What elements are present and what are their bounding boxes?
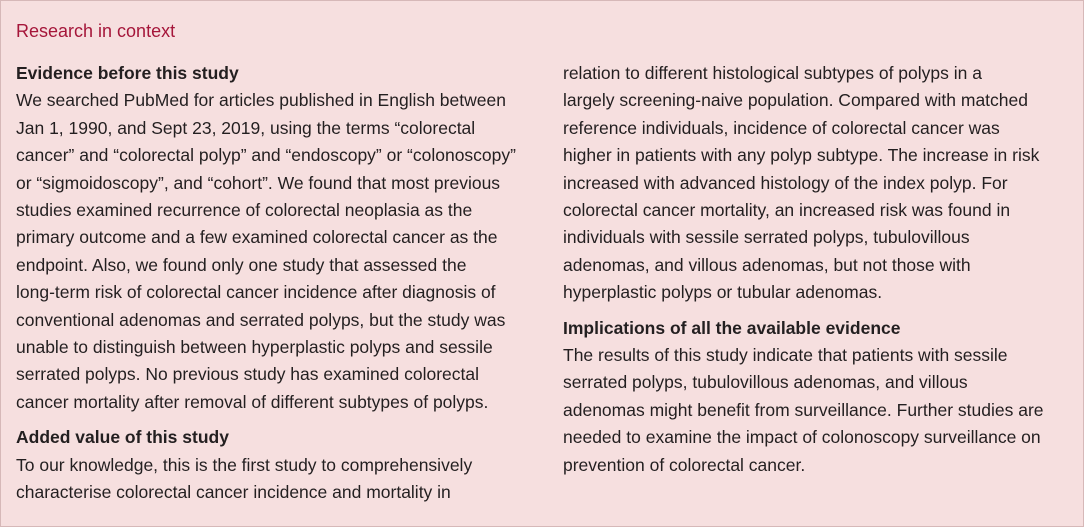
- evidence-section: [16, 60, 546, 416]
- text-line: Jan 1, 1990, and Sept 23, 2019, using the terms “colorectal: [16, 117, 476, 138]
- text-line: The results of this study indicate that patients with sessile: [563, 345, 1008, 366]
- text-line: To our knowledge, this is the first study to comprehensively: [16, 454, 473, 475]
- implications-section: [563, 315, 1078, 479]
- box-title: Research in context: [16, 21, 176, 41]
- text-line: serrated polyps, tubulovillous adenomas, and villous: [563, 372, 968, 393]
- text-line: endpoint. Also, we found only one study that assessed the: [16, 254, 467, 275]
- evidence-heading: Evidence before this study: [16, 63, 239, 83]
- text-line: or “sigmoidoscopy”, and “cohort”. We found that most previous: [16, 172, 501, 193]
- text-line: needed to examine the impact of colonoscopy surveillance on: [563, 427, 1041, 448]
- text-line: colorectal cancer mortality, an increased risk was found in: [563, 200, 1011, 221]
- text-line: individuals with sessile serrated polyps, tubulovillous: [563, 227, 970, 248]
- added-value-section: [16, 424, 546, 506]
- text-line: unable to distinguish between hyperplastic polyps and sessile: [16, 337, 493, 358]
- text-line: cancer” and “colorectal polyp” and “endoscopy” or “colonoscopy”: [16, 145, 516, 166]
- implications-heading: Implications of all the available evidence: [563, 317, 901, 338]
- text-line: prevention of colorectal cancer.: [563, 454, 806, 475]
- added-value-continued-section: [563, 60, 1078, 307]
- text-line: adenomas might benefit from surveillance. Further studies are: [563, 399, 1044, 420]
- text-line: characterise colorectal cancer incidence and mortality in: [16, 482, 451, 503]
- text-line: studies examined recurrence of colorectal neoplasia as the: [16, 200, 473, 221]
- text-line: serrated polyps. No previous study has examined colorectal: [16, 364, 480, 385]
- text-line: increased with advanced histology of the index polyp. For: [563, 172, 1008, 193]
- text-line: hyperplastic polyps or tubular adenomas.: [563, 282, 883, 303]
- text-line: relation to different histological subtypes of polyps in a: [563, 63, 982, 83]
- text-line: higher in patients with any polyp subtype. The increase in risk: [563, 145, 1040, 166]
- text-line: long-term risk of colorectal cancer incidence after diagnosis of: [16, 282, 496, 303]
- text-line: primary outcome and a few examined colorectal cancer as the: [16, 227, 498, 248]
- added-value-heading: Added value of this study: [16, 427, 229, 448]
- text-line: reference individuals, incidence of colorectal cancer was: [563, 117, 1000, 138]
- text-line: We searched PubMed for articles published in English between: [16, 90, 506, 111]
- right-column: [563, 60, 1078, 487]
- text-line: conventional adenomas and serrated polyps, but the study was: [16, 309, 506, 330]
- text-line: largely screening-naive population. Compared with matched: [563, 90, 1028, 111]
- text-line: cancer mortality after removal of different subtypes of polyps.: [16, 391, 489, 412]
- left-column: [16, 60, 546, 515]
- text-line: adenomas, and villous adenomas, but not those with: [563, 254, 971, 275]
